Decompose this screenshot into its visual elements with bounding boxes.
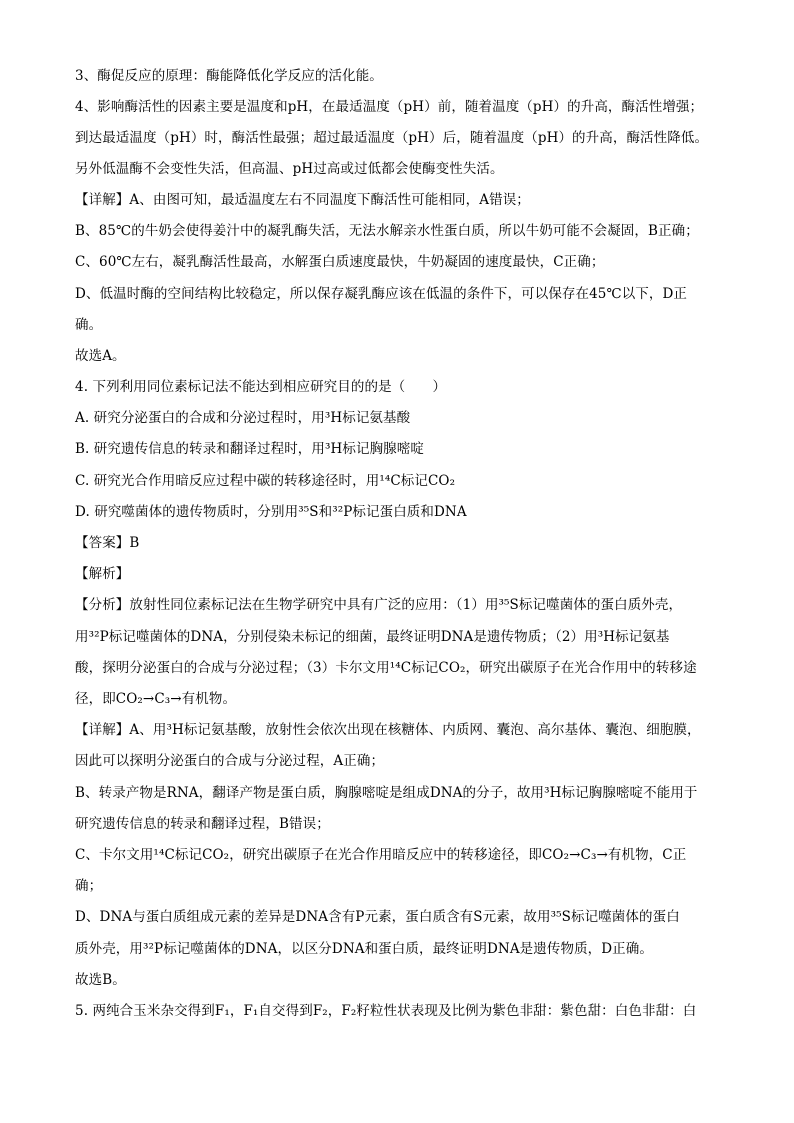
text-line: D、DNA与蛋白质组成元素的差异是DNA含有P元素，蛋白质含有S元素，故用³⁵S标记噬菌体的蛋白 — [75, 909, 680, 925]
option-b: B. 研究遗传信息的转录和翻译过程时，用³H标记胸腺嘧啶 — [75, 441, 424, 457]
text-line: B、转录产物是RNA，翻译产物是蛋白质，胸腺嘧啶是组成DNA的分子，故用³H标记胸腺嘧啶不能用于 — [75, 785, 698, 801]
text-line: 质外壳，用³²P标记噬菌体的DNA，以区分DNA和蛋白质，最终证明DNA是遗传物质，D正确。 — [75, 941, 653, 957]
text-line: 径，即CO₂→C₃→有机物。 — [75, 691, 237, 707]
text-line: 另外低温酶不会变性失活，但高温、pH过高或过低都会使酶变性失活。 — [75, 161, 504, 177]
text-line: 因此可以探明分泌蛋白的合成与分泌过程，A正确； — [75, 753, 385, 769]
answer-line: 【答案】B — [75, 535, 140, 551]
text-line: B、85℃的牛奶会使得姜汁中的凝乳酶失活，无法水解亲水性蛋白质，所以牛奶可能不会凝固，B正确； — [75, 223, 699, 239]
text-line: 到达最适温度（pH）时，酶活性最强；超过最适温度（pH）后，随着温度（pH）的升高，酶活性降低。 — [75, 130, 709, 146]
text-line: 用³²P标记噬菌体的DNA，分别侵染未标记的细菌，最终证明DNA是遗传物质；（2）用³H标记氨基 — [75, 629, 670, 645]
text-line: 故选B。 — [75, 972, 126, 988]
text-line: C、60℃左右，凝乳酶活性最高，水解蛋白质速度最快，牛奶凝固的速度最快，C正确； — [75, 254, 605, 270]
text-line: D、低温时酶的空间结构比较稳定，所以保存凝乳酶应该在低温的条件下，可以保存在45℃以下，D正 — [75, 286, 688, 302]
text-line: 确； — [75, 878, 103, 894]
text-line: 3、酶促反应的原理：酶能降低化学反应的活化能。 — [75, 68, 383, 84]
text-line: C、卡尔文用¹⁴C标记CO₂，研究出碳原子在光合作用暗反应中的转移途径，即CO₂→C₃→有机物，C正 — [75, 847, 687, 863]
text-line: 研究遗传信息的转录和翻译过程，B错误； — [75, 816, 330, 832]
analysis-heading: 【解析】 — [75, 566, 130, 582]
text-line: 酸，探明分泌蛋白的合成与分泌过程；（3）卡尔文用¹⁴C标记CO₂，研究出碳原子在光合作用中的转移途 — [75, 660, 697, 676]
option-c: C. 研究光合作用暗反应过程中碳的转移途径时，用¹⁴C标记CO₂ — [75, 473, 456, 489]
question-stem: 4. 下列利用同位素标记法不能达到相应研究目的的是（ ） — [75, 379, 447, 395]
text-line: 故选A。 — [75, 348, 126, 364]
text-line: 【详解】A、用³H标记氨基酸，放射性会依次出现在核糖体、内质网、囊泡、高尔基体、囊泡、细胞膜， — [75, 722, 701, 738]
text-line: 【分析】放射性同位素标记法在生物学研究中具有广泛的应用：（1）用³⁵S标记噬菌体的蛋白质外壳， — [75, 597, 683, 613]
text-line: 【详解】A、由图可知，最适温度左右不同温度下酶活性可能相同，A错误； — [75, 192, 530, 208]
text-line: 4、影响酶活性的因素主要是温度和pH，在最适温度（pH）前，随着温度（pH）的升高，酶活性增强； — [75, 99, 704, 115]
option-a: A. 研究分泌蛋白的合成和分泌过程时，用³H标记氨基酸 — [75, 410, 411, 426]
text-line: 确。 — [75, 317, 103, 333]
option-d: D. 研究噬菌体的遗传物质时，分别用³⁵S和³²P标记蛋白质和DNA — [75, 504, 467, 520]
question-stem: 5. 两纯合玉米杂交得到F₁，F₁自交得到F₂，F₂籽粒性状表现及比例为紫色非甜：紫色甜：白色非甜：白 — [75, 1003, 697, 1019]
